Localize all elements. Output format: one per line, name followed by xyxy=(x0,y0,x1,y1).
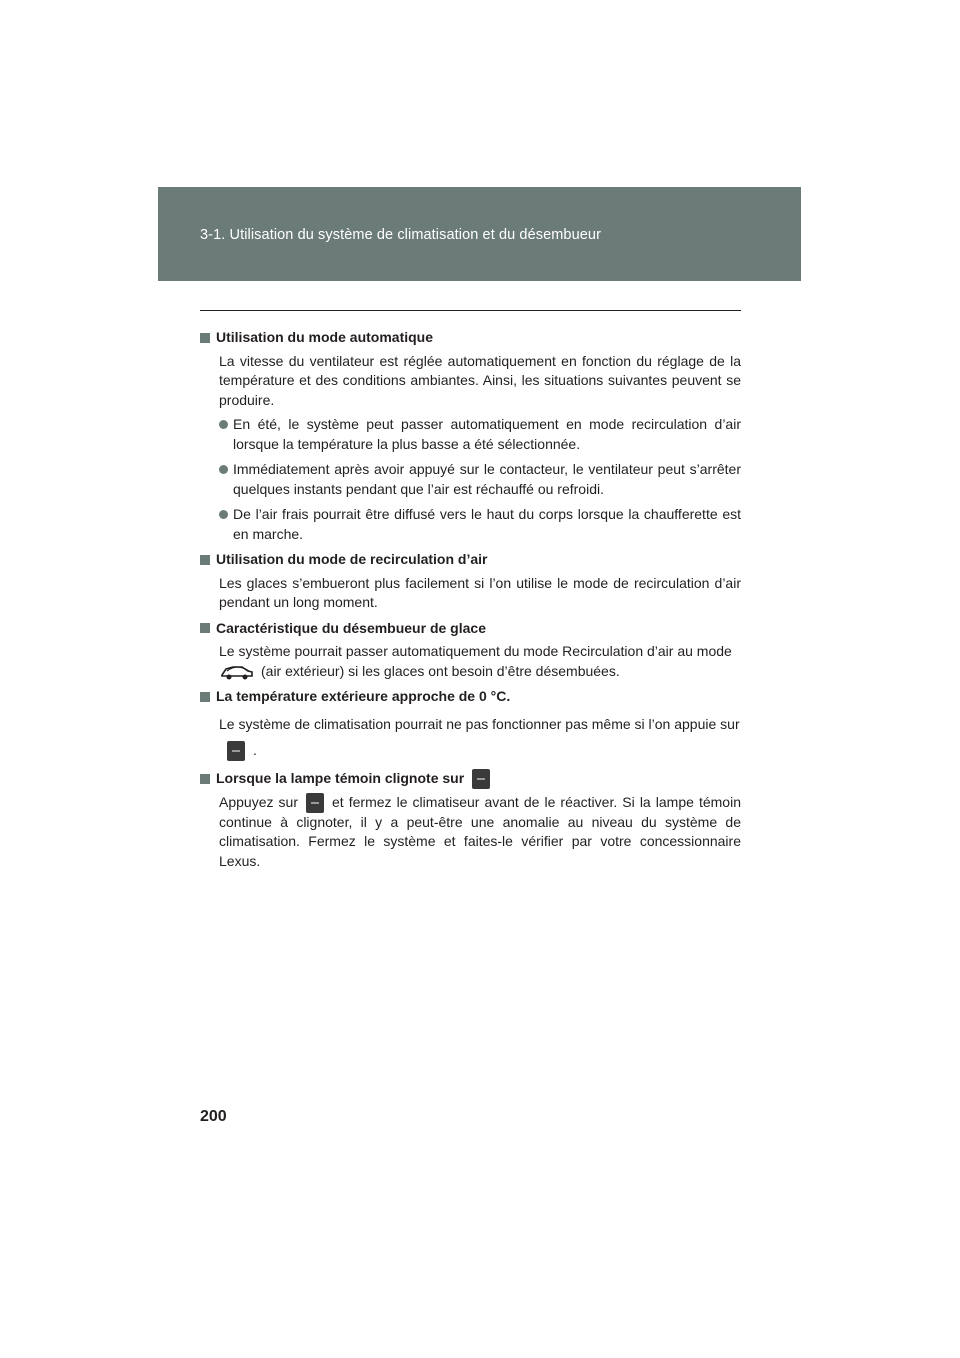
square-marker-icon xyxy=(200,774,210,784)
bullet-item xyxy=(200,415,741,454)
ac-button-icon xyxy=(306,793,324,813)
section-heading-text: La température extérieure approche de 0 °C. xyxy=(216,688,511,704)
bullet-dot-icon xyxy=(219,510,228,519)
bullet-text: De l’air frais pourrait être diffusé vers le haut du corps lorsque la chaufferette est en marche. xyxy=(233,506,741,542)
section-body: La vitesse du ventilateur est réglée automatiquement en fonction du réglage de la température et des conditions ambiantes. Ainsi, les situations suivantes peuvent se produire. xyxy=(219,352,741,408)
bullet-item xyxy=(200,460,741,499)
section-body xyxy=(200,642,741,681)
section-defogger xyxy=(200,619,741,682)
section-heading xyxy=(200,550,741,570)
bullet-item xyxy=(200,505,741,544)
square-marker-icon xyxy=(200,333,210,343)
section-auto-mode xyxy=(200,328,741,544)
section-body: Les glaces s’embueront plus facilement si l’on utilise le mode de recirculation d’air pendant un long moment. xyxy=(219,574,741,610)
section-heading-text: Utilisation du mode automatique xyxy=(216,329,434,345)
section-heading-text: Lorsque la lampe témoin clignote sur xyxy=(216,769,465,786)
bullet-text: Immédiatement après avoir appuyé sur le contacteur, le ventilateur peut s’arrêter quelques instants pendant que l’air est réchauffé ou refroidi. xyxy=(233,461,741,497)
body-text-part: Appuyez sur xyxy=(219,793,298,810)
chapter-title: 3-1. Utilisation du système de climatisation et du désembueur xyxy=(200,227,602,243)
ac-button-icon xyxy=(472,769,490,789)
page-number: 200 xyxy=(200,1108,227,1125)
square-marker-icon xyxy=(200,623,210,633)
section-heading xyxy=(200,687,741,707)
car-outside-air-icon xyxy=(219,663,255,681)
section-heading-text: Utilisation du mode de recirculation d’air xyxy=(216,551,488,567)
ac-button-icon xyxy=(227,741,245,761)
body-text-part: et fermez le climatiseur avant de le réactiver. Si la lampe témoin continue à clignoter, il y a peut-être une anomalie au niveau du système de climatisation. Fermez le système et faites-le vérifier par votre concessionnaire Lexus. xyxy=(219,793,741,869)
bullet-dot-icon xyxy=(219,465,228,474)
body-text-part: (air extérieur) si les glaces ont besoin d’être désembuées. xyxy=(261,662,620,679)
section-heading xyxy=(200,619,741,639)
section-outside-temp xyxy=(200,687,741,763)
body-text-part: Le système pourrait passer automatiquement du mode Recirculation d’air au mode xyxy=(219,643,732,659)
header-rule xyxy=(200,310,741,311)
square-marker-icon xyxy=(200,692,210,702)
bullet-text: En été, le système peut passer automatiquement en mode recirculation d’air lorsque la température la plus basse a été sélectionnée. xyxy=(233,416,741,452)
header-band xyxy=(158,187,801,281)
section-indicator-blink xyxy=(200,769,741,872)
bullet-dot-icon xyxy=(219,420,228,429)
section-heading xyxy=(200,328,741,348)
body-text-part: Le système de climatisation pourrait ne pas fonctionner pas même si l’on appuie sur xyxy=(219,715,740,732)
section-body xyxy=(200,793,741,872)
body-text-part: . xyxy=(253,741,257,758)
page-content xyxy=(200,328,741,877)
section-body xyxy=(200,711,741,763)
section-recirculation xyxy=(200,550,741,613)
section-heading-text: Caractéristique du désembueur de glace xyxy=(216,619,486,636)
square-marker-icon xyxy=(200,555,210,565)
section-heading xyxy=(200,769,741,789)
